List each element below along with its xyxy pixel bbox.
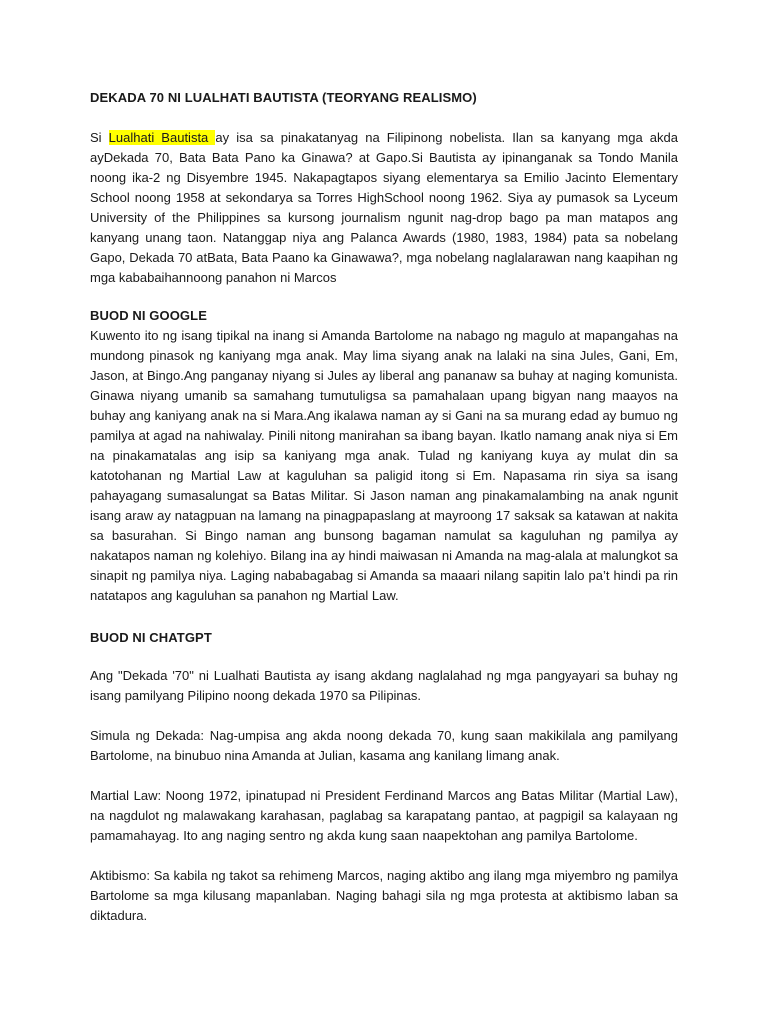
google-summary-heading: BUOD NI GOOGLE (90, 308, 207, 323)
chatgpt-summary-heading: BUOD NI CHATGPT (90, 630, 212, 645)
chatgpt-paragraph-intro: Ang "Dekada '70" ni Lualhati Bautista ay isang akdang naglalahad ng mga pangyayari sa buhay ng isang pamilyang Pilipino noong dekada 1970 sa Pilipinas. (90, 668, 678, 703)
document-title: DEKADA 70 NI LUALHATI BAUTISTA (TEORYANG REALISMO) (90, 90, 477, 105)
intro-paragraph (90, 128, 678, 288)
chatgpt-paragraph-simula: Simula ng Dekada: Nag-umpisa ang akda noong dekada 70, kung saan makikilala ang pamilyang Bartolome, na binubuo nina Amanda at Julian, kasama ang kanilang limang anak. (90, 728, 678, 763)
chatgpt-paragraph-aktibismo: Aktibismo: Sa kabila ng takot sa rehimeng Marcos, naging aktibo ang ilang mga miyembro ng pamilya Bartolome sa mga kilusang mapanlaban. Naging bahagi sila ng mga protesta at aktibismo laban sa diktadura. (90, 868, 678, 923)
highlighted-author-name: Lualhati Bautista (108, 130, 216, 145)
intro-text: ay isa sa pinakatanyag na Filipinong nobelista. Ilan sa kanyang mga akda ayDekada 70, Bata Bata Pano ka Ginawa? at Gapo.Si Bautista ay ipinanganak sa Tondo Manila noong ika-2 ng Disyembre 1945. Nakapagtapos siyang elementarya sa Emilio Jacinto Elementary School noong 1958 at sekondarya sa Torres HighSchool noong 1962. Siya ay pumasok sa Lyceum University of the Philippines sa kursong journalism ngunit nag-drop bago pa man matapos ang kanyang unang taon. Natanggap niya ang Palanca Awards (1980, 1983, 1984) pata sa nobelang Gapo, Dekada 70 atBata, Bata Paano ka Ginawawa?, mga nobelang naglalarawan nang kaapihan ng mga kababaihannoong panahon ni Marcos (90, 130, 679, 285)
chatgpt-paragraph-martial-law: Martial Law: Noong 1972, ipinatupad ni President Ferdinand Marcos ang Batas Militar (Martial Law), na nagdulot ng malawakang karahasan, paglabag sa karapatang pantao, at pagpigil sa kalayaan ng pamamahayag. Ito ang naging sentro ng akda kung saan naapektohan ang pamilya Bartolome. (90, 788, 678, 843)
document-page (90, 88, 678, 926)
google-summary-paragraph: Kuwento ito ng isang tipikal na inang si Amanda Bartolome na nabago ng magulo at mapangahas na mundong pinasok ng kaniyang mga anak. May lima siyang anak na lalaki na sina Jules, Gani, Em, Jason, at Bingo.Ang panganay niyang si Jules ay liberal ang pananaw sa buhay at naging komunista. Ginawa niyang umanib sa samahang tumutuligsa sa pamahalaan upang bigyan nang maayos na buhay ang kaniyang anak na si Mara.Ang ikalawa naman ay si Gani na sa murang edad ay bumuo ng pamilya at agad na nahiwalay. Pinili nitong manirahan sa ibang bayan. Ikatlo namang anak niya si Em na pinakamatalas ang isip sa kaniyang mga anak. Tulad ng kaniyang kuya ay mulat din sa katotohanan ng Martial Law at kaguluhan sa paligid itong si Em. Napasama rin siya sa isang pahayagang sumasalungat sa Batas Militar. Si Jason naman ang pinakamalambing na anak ngunit isang araw ay natagpuan na lamang na pinagpapaslang at mayroong 17 saksak sa katawan at nakita sa basurahan. Si Bingo naman ang bunsong bagaman namulat sa kaguluhan ng pamilya ay nakatapos naman ng kolehiyo. Bilang ina ay hindi maiwasan ni Amanda na mag-alala at malungkot sa sinapit ng pamilya niya. Laging nababagabag si Amanda sa maaari nilang sapitin lalo pa’t hindi pa rin natatapos ang kaguluhan sa panahon ng Martial Law. (90, 328, 678, 603)
intro-prefix: Si (90, 130, 109, 145)
